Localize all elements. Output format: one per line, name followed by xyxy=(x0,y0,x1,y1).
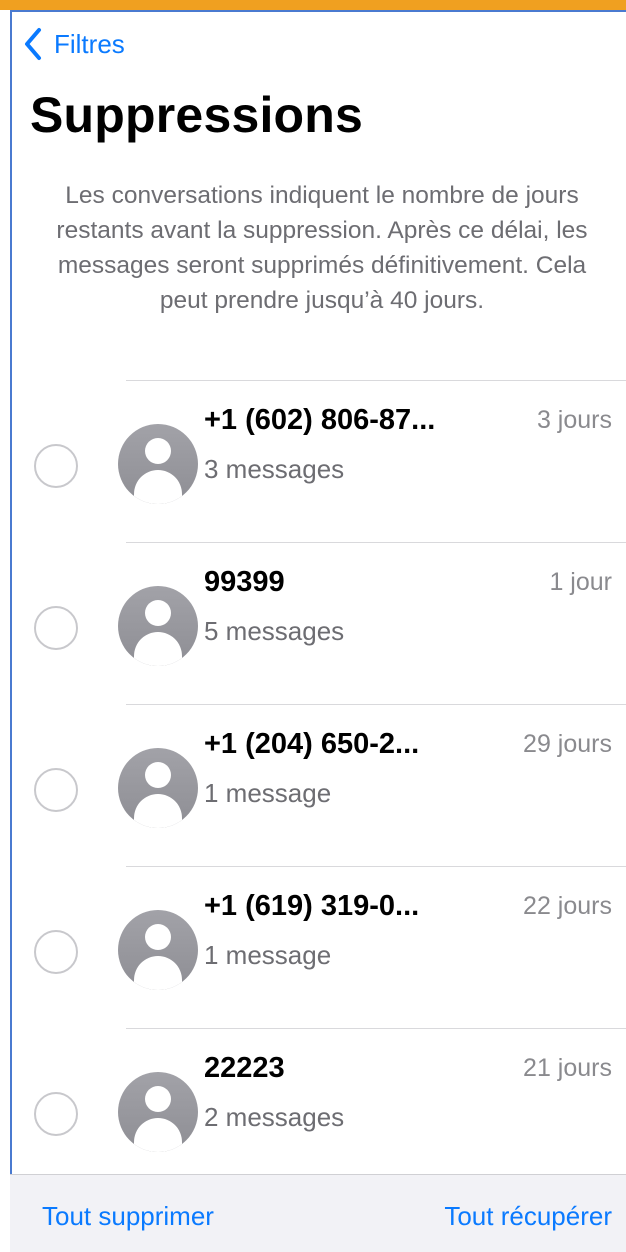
select-radio[interactable] xyxy=(34,606,78,650)
days-remaining: 21 jours xyxy=(523,1054,612,1082)
delete-all-button[interactable]: Tout supprimer xyxy=(42,1201,214,1231)
description-text: Les conversations indiquent le nombre de jours restants avant la suppression. Après ce délai, les messages seront supprimés définitivement. Cela peut prendre jusqu’à 40 jours. xyxy=(56,182,588,314)
row-separator xyxy=(126,1028,626,1029)
window-top-edge xyxy=(0,0,626,10)
avatar xyxy=(118,586,198,666)
conversation-row[interactable] xyxy=(0,542,626,704)
message-count: 1 message xyxy=(204,940,332,970)
select-radio[interactable] xyxy=(34,930,78,974)
avatar xyxy=(118,424,198,504)
select-radio[interactable] xyxy=(34,444,78,488)
avatar xyxy=(118,1072,198,1152)
bottom-toolbar xyxy=(10,1174,626,1252)
contact-name: 99399 xyxy=(204,566,285,598)
avatar xyxy=(118,748,198,828)
page-title: Suppressions xyxy=(30,87,364,143)
chevron-left-icon xyxy=(22,26,44,62)
contact-name: +1 (204) 650-2... xyxy=(204,728,420,760)
select-radio[interactable] xyxy=(34,768,78,812)
back-button[interactable] xyxy=(22,22,125,66)
row-separator xyxy=(126,866,626,867)
conversation-list xyxy=(0,380,626,1190)
conversation-row[interactable] xyxy=(0,866,626,1028)
row-separator xyxy=(126,704,626,705)
days-remaining: 22 jours xyxy=(523,892,612,920)
select-radio[interactable] xyxy=(34,1092,78,1136)
contact-name: +1 (619) 319-0... xyxy=(204,890,420,922)
message-count: 1 message xyxy=(204,778,332,808)
contact-name: 22223 xyxy=(204,1052,285,1084)
days-remaining: 3 jours xyxy=(536,406,612,434)
avatar xyxy=(118,910,198,990)
message-count: 3 messages xyxy=(204,454,345,484)
conversation-row[interactable] xyxy=(0,1028,626,1190)
recover-all-button[interactable]: Tout récupérer xyxy=(444,1201,612,1231)
row-separator xyxy=(126,380,626,381)
days-remaining: 1 jour xyxy=(549,568,612,596)
conversation-row[interactable] xyxy=(0,380,626,542)
row-separator xyxy=(126,542,626,543)
contact-name: +1 (602) 806-87... xyxy=(204,404,436,436)
message-count: 2 messages xyxy=(204,1102,345,1132)
message-count: 5 messages xyxy=(204,616,345,646)
back-label: Filtres xyxy=(54,28,125,59)
conversation-row[interactable] xyxy=(0,704,626,866)
days-remaining: 29 jours xyxy=(523,730,612,758)
